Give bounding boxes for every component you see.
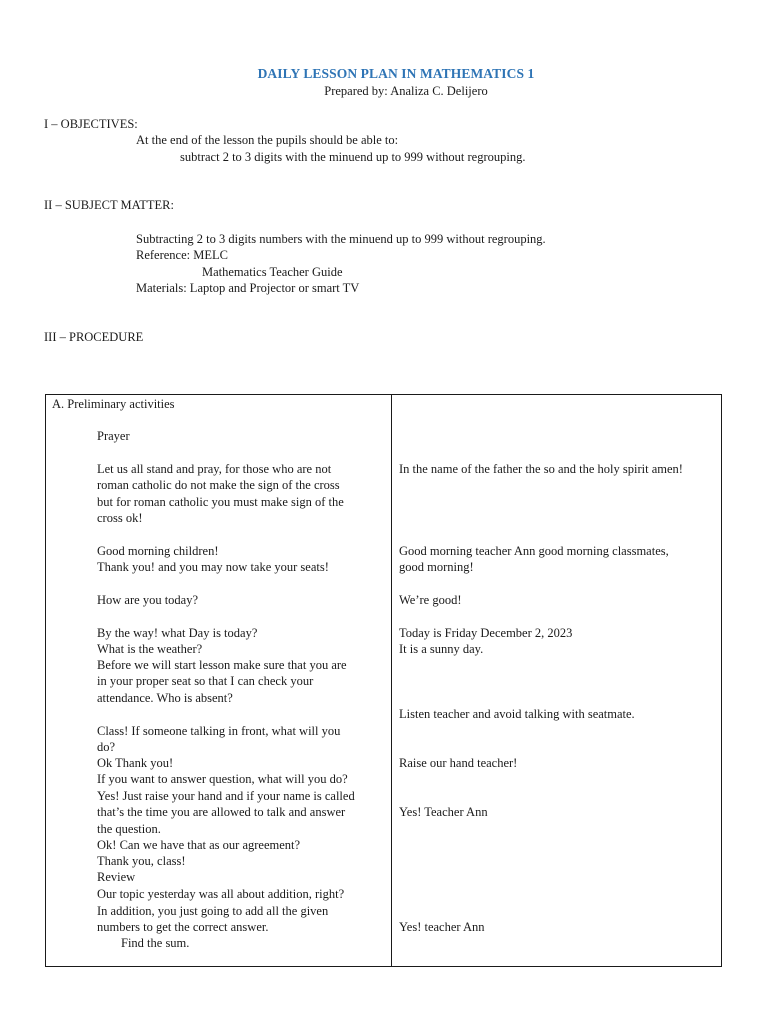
procedure-heading: III – PROCEDURE [44,330,144,344]
teacher-line: If you want to answer question, what will you do? [97,772,348,786]
teacher-line: Our topic yesterday was all about addition, right? [97,887,345,901]
pupil-line: Today is Friday December 2, 2023 [399,626,573,640]
subject-matter-heading: II – SUBJECT MATTER: [44,198,174,212]
teacher-line: Before we will start lesson make sure that you are [97,658,347,672]
objectives-intro: At the end of the lesson the pupils should be able to: [136,133,399,147]
teacher-line: Ok! Can we have that as our agreement? [97,838,301,852]
teacher-line: but for roman catholic you must make sign of the [97,495,344,509]
teacher-line: Ok Thank you! [97,756,174,770]
teacher-line: roman catholic do not make the sign of the cross [97,478,340,492]
teacher-line: What is the weather? [97,642,203,656]
procedure-table [45,394,722,967]
teacher-line: cross ok! [97,511,143,525]
teacher-line: that’s the time you are allowed to talk and answer [97,805,346,819]
pupil-line: It is a sunny day. [399,642,484,656]
pupil-line: Listen teacher and avoid talking with seatmate. [399,707,635,721]
teacher-line: Find the sum. [121,936,190,950]
teacher-line: the question. [97,822,161,836]
teacher-line: Yes! Just raise your hand and if your name is called [97,789,355,803]
reference-guide: Mathematics Teacher Guide [202,265,343,279]
teacher-line: Thank you, class! [97,854,186,868]
teacher-line: Let us all stand and pray, for those who are not [97,462,332,476]
teacher-line: in your proper seat so that I can check your [97,674,314,688]
subject-matter-topic: Subtracting 2 to 3 digits numbers with the minuend up to 999 without regrouping. [136,232,546,246]
pupil-line: We’re good! [399,593,462,607]
document-title: DAILY LESSON PLAN IN MATHEMATICS 1 [257,66,535,81]
teacher-line: Review [97,870,136,884]
teacher-line: numbers to get the correct answer. [97,920,269,934]
teacher-line: By the way! what Day is today? [97,626,258,640]
teacher-line: attendance. Who is absent? [97,691,233,705]
pupil-line: good morning! [399,560,474,574]
prepared-by: Prepared by: Analiza C. Delijero [324,84,488,98]
objectives-item: subtract 2 to 3 digits with the minuend up to 999 without regrouping. [180,150,526,164]
pupil-line: Raise our hand teacher! [399,756,518,770]
pupil-line: Yes! teacher Ann [399,920,485,934]
teacher-line: Thank you! and you may now take your seats! [97,560,329,574]
materials: Materials: Laptop and Projector or smart TV [136,281,360,295]
teacher-line: Prayer [97,429,130,443]
column-divider [391,395,392,966]
teacher-line: Class! If someone talking in front, what will you [97,724,341,738]
objectives-heading: I – OBJECTIVES: [44,117,138,131]
teacher-line: In addition, you just going to add all the given [97,904,329,918]
pupil-line: In the name of the father the so and the holy spirit amen! [399,462,683,476]
reference-label: Reference: MELC [136,248,228,262]
pupil-line: Good morning teacher Ann good morning classmates, [399,544,669,558]
teacher-line: How are you today? [97,593,199,607]
teacher-line: A. Preliminary activities [52,397,175,411]
pupil-line: Yes! Teacher Ann [399,805,488,819]
teacher-line: do? [97,740,116,754]
teacher-line: Good morning children! [97,544,219,558]
